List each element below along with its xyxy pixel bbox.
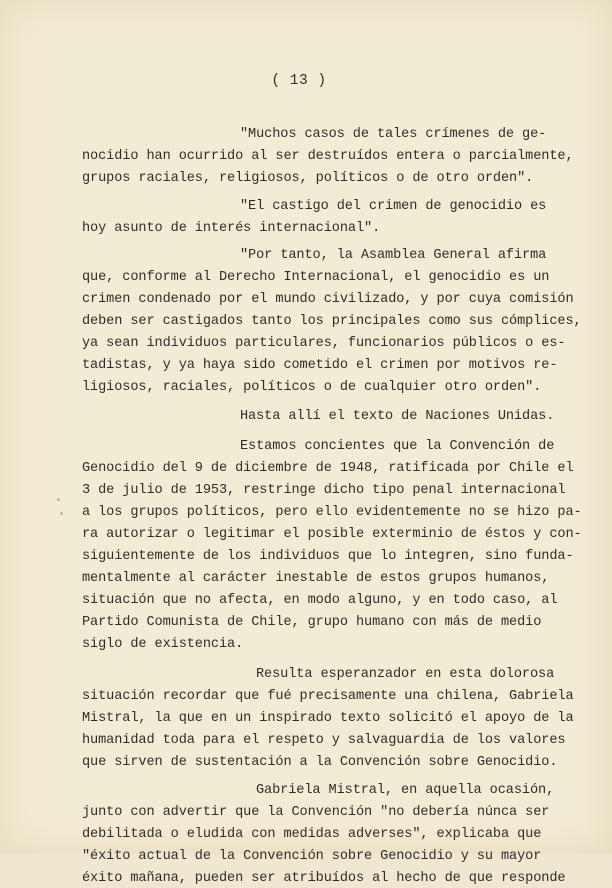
text-line: ya sean individuos particulares, funcionarios públicos o es- [82,336,566,351]
page-number: ( 13 ) [271,73,327,89]
paper-speck [57,498,60,501]
text-line: siguientemente de los individuos que lo integren, sino funda- [82,549,574,564]
text-line: situación recordar que fué precisamente una chilena, Gabriela [82,689,574,704]
text-line: deben ser castigados tanto los principales como sus cómplices, [82,314,582,329]
text-line: Genocidio del 9 de diciembre de 1948, ratificada por Chile el [82,461,574,476]
text-line: Mistral, la que en un inspirado texto solicitó el apoyo de la [82,711,574,726]
text-line: crimen condenado por el mundo civilizado, y por cuya comisión [82,292,574,307]
text-line: Partido Comunista de Chile, grupo humano con más de medio [82,615,542,630]
text-line: nocidio han ocurrido al ser destruídos entera o parcialmente, [82,149,574,164]
text-line: éxito mañana, pueden ser atribuídos al hecho de que responde [82,871,566,886]
text-line: mentalmente al carácter inestable de estos grupos humanos, [82,571,550,586]
text-line: Resulta esperanzador en esta dolorosa [256,667,555,682]
text-line: Hasta allí el texto de Naciones Unidas. [240,409,555,424]
text-line: Gabriela Mistral, en aquella ocasión, [256,783,555,798]
text-line: hoy asunto de interés internacional". [82,221,381,236]
text-line: humanidad toda para el respeto y salvaguardia de los valores [82,733,566,748]
paper-speck [60,512,63,515]
text-line: grupos raciales, religiosos, políticos o de otro orden". [82,171,534,186]
text-line: situación que no afecta, en modo alguno, y en todo caso, al [82,593,558,608]
text-line: "Muchos casos de tales crímenes de ge- [240,127,547,142]
text-line: a los grupos políticos, pero ello evidentemente no se hizo pa- [82,505,582,520]
text-line: Estamos concientes que la Convención de [240,439,555,454]
text-line: ra autorizar o legitimar el posible exterminio de éstos y con- [82,527,582,542]
text-line: "Por tanto, la Asamblea General afirma [240,248,547,263]
text-line: debilitada o eludida con medidas adverses", explicaba que [82,827,542,842]
text-line: "El castigo del crimen de genocidio es [240,199,547,214]
text-line: ligiosos, raciales, políticos o de cualquier otro orden". [82,380,542,395]
text-line: "éxito actual de la Convención sobre Genocidio y su mayor [82,849,542,864]
text-line: 3 de julio de 1953, restringe dicho tipo penal internacional [82,483,566,498]
text-line: junto con advertir que la Convención "no debería núnca ser [82,805,550,820]
text-line: que, conforme al Derecho Internacional, el genocidio es un [82,270,550,285]
text-line: que sirven de sustentación a la Convención sobre Genocidio. [82,755,558,770]
text-line: tadistas, y ya haya sido cometido el crimen por motivos re- [82,358,558,373]
text-line: siglo de existencia. [82,637,244,652]
